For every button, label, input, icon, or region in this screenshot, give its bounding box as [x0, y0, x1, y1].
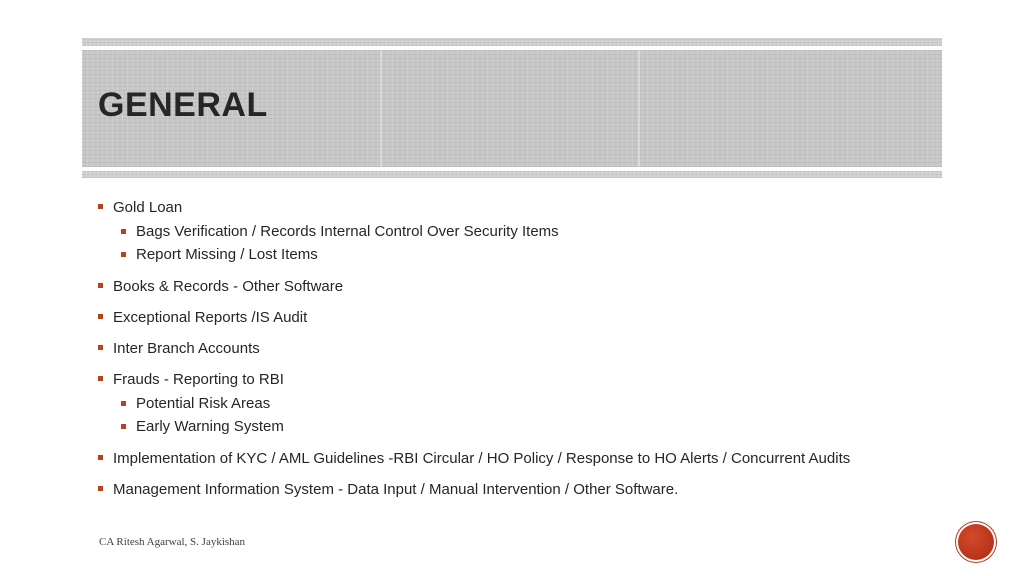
list-item-text: Inter Branch Accounts [113, 340, 260, 357]
sub-list-item-text: Potential Risk Areas [136, 395, 271, 412]
square-bullet-icon [98, 314, 103, 319]
slide-footer: CA Ritesh Agarwal, S. Jaykishan [99, 536, 246, 548]
slide-body [98, 197, 938, 510]
square-bullet-icon [98, 455, 103, 460]
list-item [98, 197, 938, 266]
square-bullet-icon [121, 424, 126, 429]
list-item-text: Management Information System - Data Input / Manual Intervention / Other Software. [113, 481, 679, 498]
sub-list-item [98, 243, 938, 266]
list-item [98, 448, 938, 469]
list-item [98, 479, 938, 500]
slide-title: GENERAL [98, 86, 268, 124]
square-bullet-icon [98, 345, 103, 350]
sub-list-item [98, 392, 938, 415]
list-item [98, 369, 938, 438]
square-bullet-icon [98, 283, 103, 288]
square-bullet-icon [98, 204, 103, 209]
sub-list-item-text: Early Warning System [136, 418, 284, 435]
sub-list-item-text: Report Missing / Lost Items [136, 246, 318, 263]
square-bullet-icon [121, 401, 126, 406]
title-band-bottom [82, 171, 942, 178]
sub-list [113, 392, 938, 438]
list-item-text: Implementation of KYC / AML Guidelines -RBI Circular / HO Policy / Response to HO Alerts / Concurrent Audits [113, 450, 851, 467]
sub-list-item-text: Bags Verification / Records Internal Control Over Security Items [136, 223, 559, 240]
sub-list-item [98, 415, 938, 438]
list-item-text: Books & Records - Other Software [113, 278, 344, 295]
sub-list-item [98, 220, 938, 243]
list-item-text: Gold Loan [113, 199, 183, 216]
title-band-top [82, 38, 942, 46]
list-item-text: Exceptional Reports /IS Audit [113, 309, 308, 326]
list-item [98, 276, 938, 297]
list-item-text: Frauds - Reporting to RBI [113, 371, 284, 388]
list-item [98, 338, 938, 359]
slide-nav-circle-button[interactable] [958, 524, 994, 560]
square-bullet-icon [98, 376, 103, 381]
square-bullet-icon [121, 229, 126, 234]
bullet-list [98, 197, 938, 500]
list-item [98, 307, 938, 328]
square-bullet-icon [121, 252, 126, 257]
sub-list [113, 220, 938, 266]
square-bullet-icon [98, 486, 103, 491]
